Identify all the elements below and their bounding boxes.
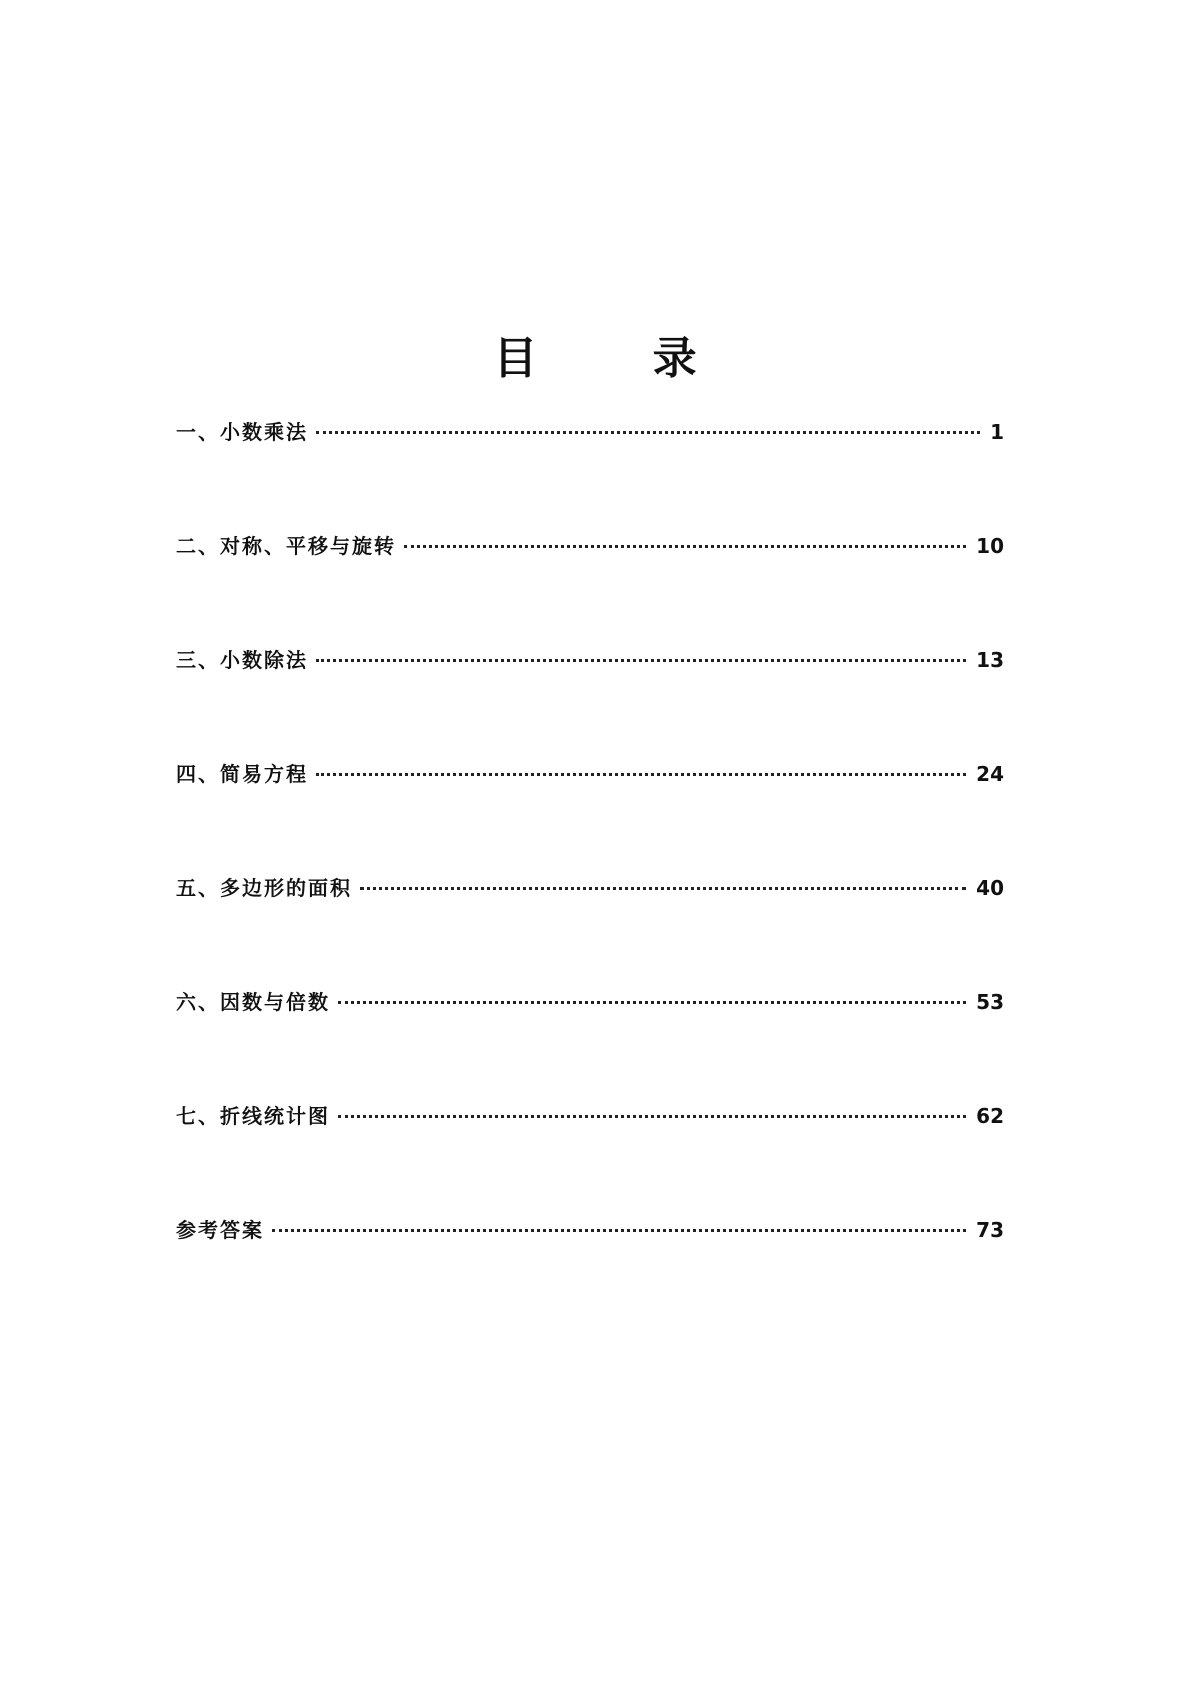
dot-leader	[360, 887, 966, 890]
dot-leader	[338, 1001, 966, 1004]
dot-leader	[272, 1229, 966, 1232]
toc-entry-3[interactable]	[176, 648, 1004, 762]
dot-leader	[316, 431, 980, 434]
toc-entry-8[interactable]	[176, 1218, 1004, 1332]
toc-entry-label: 参考答案	[176, 1218, 264, 1242]
toc-entry-5[interactable]	[176, 876, 1004, 990]
toc-entry-label: 三、小数除法	[176, 648, 308, 672]
toc-entry-label: 四、简易方程	[176, 762, 308, 786]
toc-entry-label: 五、多边形的面积	[176, 876, 352, 900]
toc-entry-1[interactable]	[176, 420, 1004, 534]
toc-entry-page-number: 10	[976, 534, 1004, 558]
toc-entry-2[interactable]	[176, 534, 1004, 648]
toc-entry-6[interactable]	[176, 990, 1004, 1104]
toc-entry-page-number: 13	[976, 648, 1004, 672]
dot-leader	[316, 659, 966, 662]
toc-entry-page-number: 62	[976, 1104, 1004, 1128]
toc-entry-page-number: 24	[976, 762, 1004, 786]
dot-leader	[316, 773, 966, 776]
toc-entry-label: 七、折线统计图	[176, 1104, 330, 1128]
dot-leader	[404, 545, 966, 548]
toc-entry-4[interactable]	[176, 762, 1004, 876]
table-of-contents	[176, 420, 1004, 1332]
toc-entry-page-number: 73	[976, 1218, 1004, 1242]
toc-entry-page-number: 53	[976, 990, 1004, 1014]
toc-entry-label: 六、因数与倍数	[176, 990, 330, 1014]
dot-leader	[338, 1115, 966, 1118]
toc-entry-label: 一、小数乘法	[176, 420, 308, 444]
toc-entry-label: 二、对称、平移与旋转	[176, 534, 396, 558]
page-title: 目 录	[493, 333, 747, 385]
toc-entry-page-number: 1	[990, 420, 1004, 444]
toc-entry-7[interactable]	[176, 1104, 1004, 1218]
toc-entry-page-number: 40	[976, 876, 1004, 900]
